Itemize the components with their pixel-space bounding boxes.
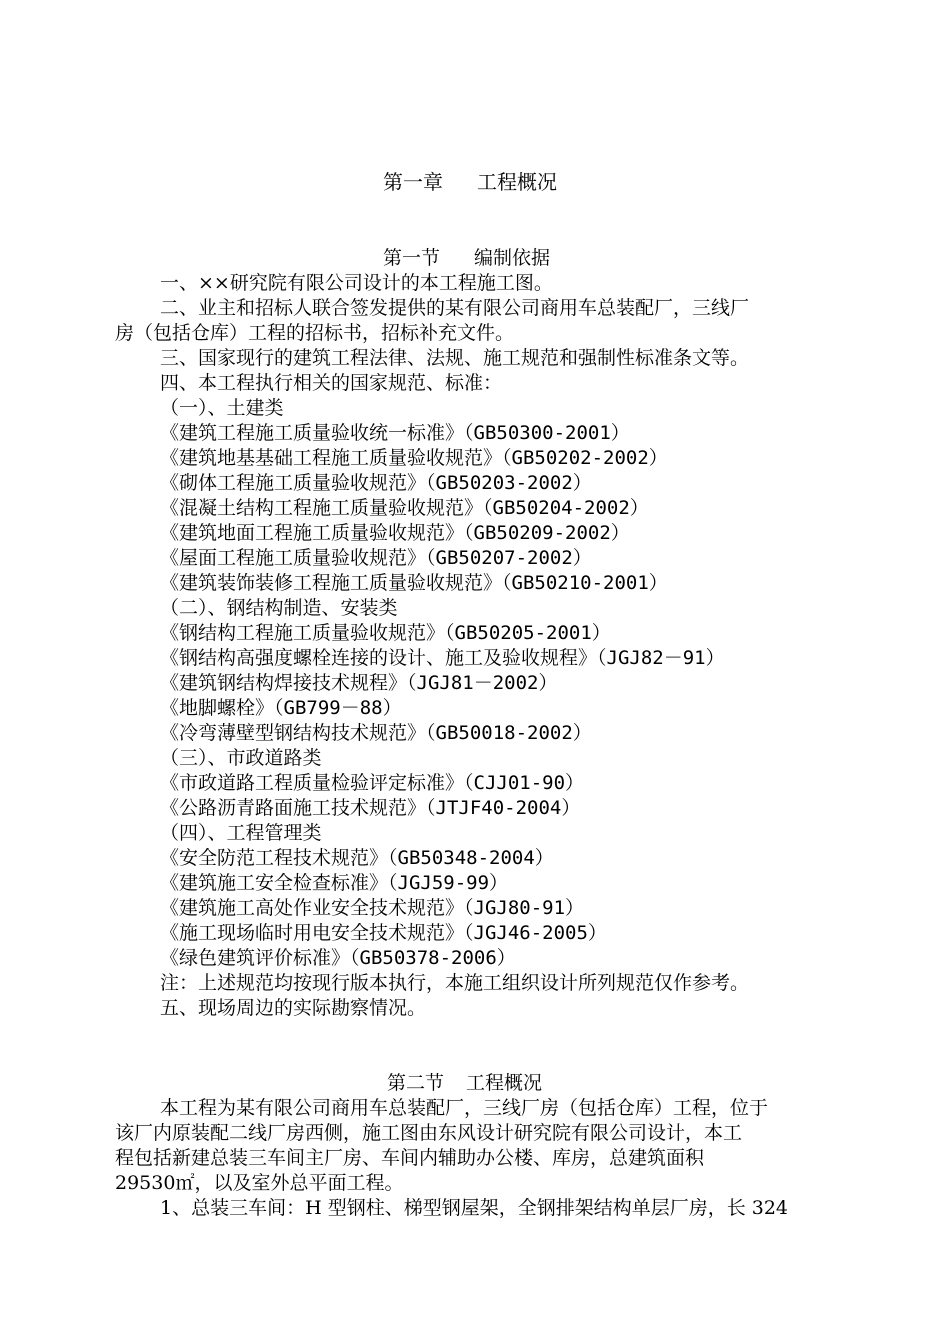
standard-name: 《建筑施工高处作业安全技术规范》 bbox=[160, 897, 465, 919]
group-title-civil: （一）、土建类 bbox=[160, 397, 284, 419]
standard-name: 《建筑装饰装修工程施工质量验收规范》 bbox=[160, 572, 503, 594]
standard-code: （GB799－88） bbox=[274, 697, 402, 719]
standard-name: 《安全防范工程技术规范》 bbox=[160, 847, 389, 869]
overview-line: 该厂内原装配二线厂房西侧，施工图由东风设计研究院有限公司设计，本工 bbox=[115, 1122, 743, 1144]
standard-row bbox=[160, 471, 592, 495]
item-2: 二、业主和招标人联合签发提供的某有限公司商用车总装配厂，三线厂 bbox=[160, 297, 750, 319]
item-5: 五、现场周边的实际勘察情况。 bbox=[160, 997, 427, 1019]
standard-name: 《地脚螺栓》 bbox=[160, 697, 275, 719]
section1-number: 第一节 bbox=[383, 247, 441, 269]
standard-name: 《钢结构高强度螺栓连接的设计、施工及验收规程》 bbox=[160, 647, 598, 669]
workshop-line: 1、总装三车间：H 型钢柱、梯型钢屋架，全钢排架结构单层厂房，长 324 bbox=[160, 1197, 789, 1219]
section2-heading bbox=[387, 1071, 542, 1095]
standard-row bbox=[160, 446, 668, 470]
standard-name: 《屋面工程施工质量验收规范》 bbox=[160, 547, 427, 569]
standard-row bbox=[160, 846, 554, 870]
standard-code: （CJJ01-90） bbox=[464, 772, 585, 794]
standard-code: （GB50210-2001） bbox=[502, 572, 668, 594]
standard-name: 《建筑地基基础工程施工质量验收规范》 bbox=[160, 447, 503, 469]
note-line: 注：上述规范均按现行版本执行，本施工组织设计所列规范仅作参考。 bbox=[160, 972, 750, 994]
overview-line: 本工程为某有限公司商用车总装配厂，三线厂房（包括仓库）工程，位于 bbox=[160, 1097, 769, 1119]
group-title-management: （四）、工程管理类 bbox=[160, 822, 322, 844]
standard-name: 《建筑钢结构焊接技术规程》 bbox=[160, 672, 408, 694]
section2-title: 工程概况 bbox=[466, 1072, 543, 1094]
standard-name: 《绿色建筑评价标准》 bbox=[160, 947, 351, 969]
standard-row bbox=[160, 871, 508, 895]
standard-code: （GB50209-2002） bbox=[464, 522, 630, 544]
standard-name: 《混凝土结构工程施工质量验收规范》 bbox=[160, 497, 484, 519]
standard-row bbox=[160, 896, 584, 920]
standard-code: （JGJ80-91） bbox=[464, 897, 585, 919]
chapter-title: 工程概况 bbox=[477, 170, 557, 194]
standard-code: （GB50204-2002） bbox=[483, 497, 649, 519]
standard-name: 《施工现场临时用电安全技术规范》 bbox=[160, 922, 465, 944]
overview-line: 程包括新建总装三车间主厂房、车间内辅助办公楼、库房，总建筑面积 bbox=[115, 1147, 705, 1169]
standard-row bbox=[160, 521, 630, 545]
standard-row bbox=[160, 421, 630, 445]
standard-row bbox=[160, 621, 611, 645]
standard-code: （GB50300-2001） bbox=[464, 422, 630, 444]
standard-code: （GB50378-2006） bbox=[350, 947, 516, 969]
standard-code: （GB50203-2002） bbox=[426, 472, 592, 494]
standard-name: 《砌体工程施工质量验收规范》 bbox=[160, 472, 427, 494]
group-title-steel: （二）、钢结构制造、安装类 bbox=[160, 597, 398, 619]
section2-number: 第二节 bbox=[387, 1072, 445, 1094]
item-1: 一、××研究院有限公司设计的本工程施工图。 bbox=[160, 272, 553, 294]
standard-code: （JGJ82－91） bbox=[597, 647, 725, 669]
standard-name: 《建筑施工安全检查标准》 bbox=[160, 872, 389, 894]
standard-code: （GB50018-2002） bbox=[426, 722, 592, 744]
standard-code: （JGJ59-99） bbox=[388, 872, 509, 894]
standard-code: （GB50207-2002） bbox=[426, 547, 592, 569]
standard-row bbox=[160, 646, 725, 670]
standard-row bbox=[160, 571, 668, 595]
standard-name: 《建筑地面工程施工质量验收规范》 bbox=[160, 522, 465, 544]
standard-code: （JGJ81－2002） bbox=[407, 672, 558, 694]
standard-name: 《冷弯薄壁型钢结构技术规范》 bbox=[160, 722, 427, 744]
section1-heading bbox=[383, 246, 550, 270]
standard-row bbox=[160, 546, 592, 570]
chapter-heading bbox=[383, 170, 557, 194]
standard-row bbox=[160, 696, 402, 720]
standard-row bbox=[160, 771, 584, 795]
standard-code: （JGJ46-2005） bbox=[464, 922, 607, 944]
standard-name: 《公路沥青路面施工技术规范》 bbox=[160, 797, 427, 819]
group-title-road: （三）、市政道路类 bbox=[160, 747, 322, 769]
standard-name: 《建筑工程施工质量验收统一标准》 bbox=[160, 422, 465, 444]
standard-row bbox=[160, 796, 580, 820]
standard-code: （GB50348-2004） bbox=[388, 847, 554, 869]
standard-row bbox=[160, 721, 592, 745]
overview-line: 29530㎡，以及室外总平面工程。 bbox=[115, 1172, 404, 1194]
chapter-number: 第一章 bbox=[383, 170, 443, 194]
item-3: 三、国家现行的建筑工程法律、法规、施工规范和强制性标准条文等。 bbox=[160, 347, 750, 369]
item-2-cont: 房（包括仓库）工程的招标书，招标补充文件。 bbox=[115, 322, 515, 344]
standard-row bbox=[160, 671, 557, 695]
standard-name: 《市政道路工程质量检验评定标准》 bbox=[160, 772, 465, 794]
standard-row bbox=[160, 496, 649, 520]
item-4: 四、本工程执行相关的国家规范、标准： bbox=[160, 372, 503, 394]
standard-code: （GB50205-2001） bbox=[445, 622, 611, 644]
standard-row bbox=[160, 921, 607, 945]
standard-row bbox=[160, 946, 516, 970]
standard-code: （JTJF40-2004） bbox=[426, 797, 581, 819]
standard-code: （GB50202-2002） bbox=[502, 447, 668, 469]
section1-title: 编制依据 bbox=[474, 247, 551, 269]
standard-name: 《钢结构工程施工质量验收规范》 bbox=[160, 622, 446, 644]
